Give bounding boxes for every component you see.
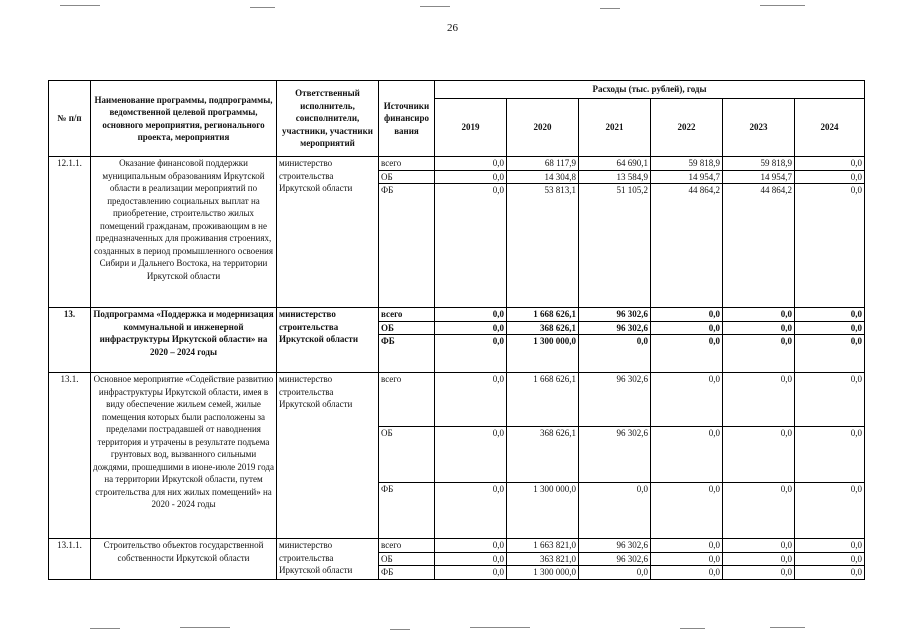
value-cell: 0,0	[651, 552, 723, 566]
value-cell: 0,0	[651, 566, 723, 580]
value-cell: 0,0	[435, 335, 507, 373]
value-cell: 0,0	[795, 539, 865, 553]
row-executor: министерство строительства Иркутской области	[277, 373, 379, 539]
value-cell: 0,0	[435, 170, 507, 184]
value-cell: 0,0	[435, 157, 507, 171]
header-executor: Ответственный исполнитель, соисполнители, участники, участники мероприятий	[277, 81, 379, 157]
source-cell: всего	[379, 157, 435, 171]
source-cell: ФБ	[379, 184, 435, 308]
value-cell: 0,0	[651, 321, 723, 335]
value-cell: 1 668 626,1	[507, 308, 579, 322]
header-expenses: Расходы (тыс. рублей), годы	[435, 81, 865, 99]
value-cell: 0,0	[795, 157, 865, 171]
value-cell: 0,0	[795, 566, 865, 580]
row-number: 13.1.1.	[49, 539, 91, 580]
header-year: 2024	[795, 99, 865, 157]
row-executor: министерство строительства Иркутской области	[277, 308, 379, 373]
value-cell: 0,0	[723, 321, 795, 335]
value-cell: 59 818,9	[651, 157, 723, 171]
source-cell: ОБ	[379, 427, 435, 483]
value-cell: 0,0	[795, 427, 865, 483]
value-cell: 0,0	[651, 308, 723, 322]
header-year: 2020	[507, 99, 579, 157]
source-cell: ФБ	[379, 483, 435, 539]
row-executor: министерство строительства Иркутской области	[277, 157, 379, 308]
value-cell: 0,0	[723, 373, 795, 427]
value-cell: 68 117,9	[507, 157, 579, 171]
value-cell: 96 302,6	[579, 373, 651, 427]
value-cell: 363 821,0	[507, 552, 579, 566]
value-cell: 14 304,8	[507, 170, 579, 184]
header-no: № п/п	[49, 81, 91, 157]
table-row	[49, 157, 865, 171]
value-cell: 0,0	[579, 335, 651, 373]
value-cell: 44 864,2	[651, 184, 723, 308]
value-cell: 96 302,6	[579, 427, 651, 483]
value-cell: 0,0	[435, 483, 507, 539]
value-cell: 0,0	[795, 308, 865, 322]
row-number: 12.1.1.	[49, 157, 91, 308]
scan-noise-bottom	[0, 624, 905, 634]
value-cell: 0,0	[723, 427, 795, 483]
value-cell: 1 300 000,0	[507, 566, 579, 580]
value-cell: 0,0	[651, 427, 723, 483]
header-year: 2019	[435, 99, 507, 157]
value-cell: 96 302,6	[579, 308, 651, 322]
header-year: 2023	[723, 99, 795, 157]
source-cell: ФБ	[379, 335, 435, 373]
source-cell: ОБ	[379, 170, 435, 184]
value-cell: 0,0	[651, 335, 723, 373]
value-cell: 1 668 626,1	[507, 373, 579, 427]
value-cell: 0,0	[435, 552, 507, 566]
header-name: Наименование программы, подпрограммы, ведомственной целевой программы, основного мероприятия, регионального проекта, мероприятия	[91, 81, 277, 157]
row-name: Оказание финансовой поддержки муниципальным образованиям Иркутской области в реализации мероприятий по предоставлению социальных выплат на приобретение, строительство жилых помещений гражданам, проживающим в не предназначенных для проживания строениях, созданных в период промышленного освоения Сибири и Дальнего Востока, на территории Иркутской области	[91, 157, 277, 308]
row-name: Основное мероприятие «Содействие развитию инфраструктуры Иркутской области, имея в виду обеспечение жильем семей, жилые помещения которых были расположены за пределами пострадавшей от наводнения территория и утрачены в результате подъема грунтовых вод, вызванного сильными дождями, прошедшими в июне-июле 2019 года на территории Иркутской области, путем строительства для них жилых помещений» на 2020 - 2024 годы	[91, 373, 277, 539]
header-source: Источники финансиро вания	[379, 81, 435, 157]
value-cell: 0,0	[795, 335, 865, 373]
value-cell: 0,0	[795, 321, 865, 335]
table-row	[49, 373, 865, 427]
row-number: 13.	[49, 308, 91, 373]
value-cell: 0,0	[723, 308, 795, 322]
row-number: 13.1.	[49, 373, 91, 539]
value-cell: 0,0	[651, 539, 723, 553]
value-cell: 0,0	[435, 308, 507, 322]
value-cell: 0,0	[795, 170, 865, 184]
value-cell: 0,0	[651, 483, 723, 539]
value-cell: 0,0	[723, 483, 795, 539]
page-number: 26	[447, 22, 458, 34]
value-cell: 0,0	[723, 552, 795, 566]
value-cell: 0,0	[435, 321, 507, 335]
value-cell: 96 302,6	[579, 552, 651, 566]
value-cell: 13 584,9	[579, 170, 651, 184]
scan-noise-top	[0, 2, 905, 12]
source-cell: ФБ	[379, 566, 435, 580]
value-cell: 368 626,1	[507, 427, 579, 483]
value-cell: 44 864,2	[723, 184, 795, 308]
value-cell: 0,0	[435, 427, 507, 483]
value-cell: 51 105,2	[579, 184, 651, 308]
value-cell: 0,0	[723, 539, 795, 553]
source-cell: ОБ	[379, 552, 435, 566]
value-cell: 14 954,7	[651, 170, 723, 184]
value-cell: 64 690,1	[579, 157, 651, 171]
header-year: 2021	[579, 99, 651, 157]
value-cell: 59 818,9	[723, 157, 795, 171]
value-cell: 0,0	[795, 184, 865, 308]
value-cell: 368 626,1	[507, 321, 579, 335]
value-cell: 0,0	[435, 539, 507, 553]
value-cell: 14 954,7	[723, 170, 795, 184]
value-cell: 0,0	[579, 483, 651, 539]
row-name: Подпрограмма «Поддержка и модернизация коммунальной и инженерной инфраструктуры Иркутской области» на 2020 – 2024 годы	[91, 308, 277, 373]
financing-table	[48, 80, 865, 580]
row-executor: министерство строительства Иркутской области	[277, 539, 379, 580]
source-cell: всего	[379, 308, 435, 322]
value-cell: 0,0	[795, 552, 865, 566]
value-cell: 1 663 821,0	[507, 539, 579, 553]
source-cell: всего	[379, 539, 435, 553]
value-cell: 0,0	[795, 373, 865, 427]
source-cell: всего	[379, 373, 435, 427]
value-cell: 53 813,1	[507, 184, 579, 308]
value-cell: 0,0	[723, 335, 795, 373]
table-row	[49, 539, 865, 553]
source-cell: ОБ	[379, 321, 435, 335]
value-cell: 96 302,6	[579, 321, 651, 335]
value-cell: 1 300 000,0	[507, 335, 579, 373]
value-cell: 0,0	[579, 566, 651, 580]
value-cell: 0,0	[435, 373, 507, 427]
table-row	[49, 308, 865, 322]
value-cell: 96 302,6	[579, 539, 651, 553]
row-name: Строительство объектов государственной собственности Иркутской области	[91, 539, 277, 580]
value-cell: 0,0	[435, 184, 507, 308]
header-year: 2022	[651, 99, 723, 157]
value-cell: 1 300 000,0	[507, 483, 579, 539]
value-cell: 0,0	[795, 483, 865, 539]
value-cell: 0,0	[723, 566, 795, 580]
value-cell: 0,0	[435, 566, 507, 580]
value-cell: 0,0	[651, 373, 723, 427]
